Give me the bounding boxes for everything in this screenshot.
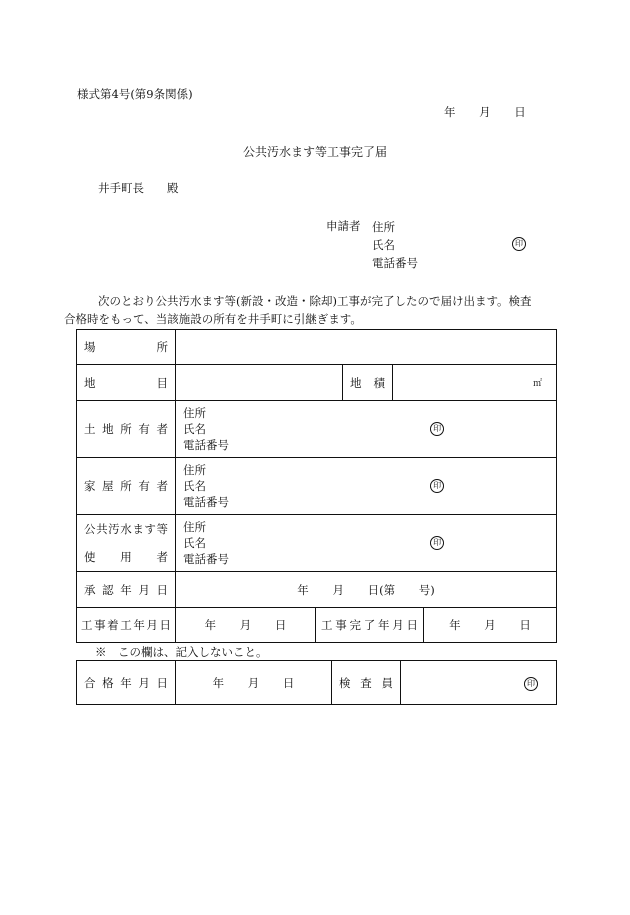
house-owner-name-label: 氏名 xyxy=(183,479,206,493)
location-label: 場所 xyxy=(77,330,176,365)
house-owner-seal-icon: 印 xyxy=(430,479,444,493)
house-owner-phone-label: 電話番号 xyxy=(183,495,229,509)
user-name-label: 氏名 xyxy=(183,536,206,550)
approval-date-field[interactable]: 年 月 日(第 号) xyxy=(176,572,557,608)
land-owner-label: 土地所有者 xyxy=(77,401,176,458)
form-number: 様式第4号(第9条関係) xyxy=(77,87,193,101)
land-owner-address-label: 住所 xyxy=(183,406,206,420)
land-category-label: 地目 xyxy=(77,365,176,401)
pass-date-field[interactable]: 年 月 日 xyxy=(176,661,332,705)
user-phone-label: 電話番号 xyxy=(183,552,229,566)
user-seal-icon: 印 xyxy=(430,536,444,550)
land-owner-name-label: 氏名 xyxy=(183,422,206,436)
user-label-line1: 公共汚水ます等 xyxy=(84,522,168,536)
area-unit: ㎡ xyxy=(533,379,543,389)
completion-table xyxy=(76,329,557,643)
applicant-address-label: 住所 xyxy=(372,220,395,234)
inspector-field[interactable] xyxy=(401,661,557,705)
user-label-line2: 使用者 xyxy=(84,550,168,564)
start-date-field[interactable]: 年 月 日 xyxy=(176,608,316,643)
completion-date-label: 工事完了年月日 xyxy=(316,608,424,643)
applicant-seal-icon: 印 xyxy=(512,235,526,251)
submission-date: 年 月 日 xyxy=(444,105,526,119)
location-field[interactable] xyxy=(176,330,557,365)
user-field[interactable] xyxy=(176,515,557,572)
land-owner-field[interactable] xyxy=(176,401,557,458)
applicant-name-label: 氏名 xyxy=(372,238,395,252)
inspector-label: 検査員 xyxy=(332,661,401,705)
office-use-note: ※ この欄は、記入しないこと。 xyxy=(95,645,268,659)
inspection-table xyxy=(76,660,557,705)
pass-date-label: 合格年月日 xyxy=(77,661,176,705)
house-owner-field[interactable] xyxy=(176,458,557,515)
inspector-seal-icon: 印 xyxy=(524,677,538,691)
area-field[interactable] xyxy=(393,365,557,401)
house-owner-address-label: 住所 xyxy=(183,463,206,477)
land-category-field[interactable] xyxy=(176,365,343,401)
applicant-phone-label: 電話番号 xyxy=(372,256,418,270)
applicant-label: 申請者 xyxy=(326,219,361,233)
approval-date-label: 承認年月日 xyxy=(77,572,176,608)
house-owner-label: 家屋所有者 xyxy=(77,458,176,515)
completion-date-field[interactable]: 年 月 日 xyxy=(424,608,557,643)
land-owner-phone-label: 電話番号 xyxy=(183,438,229,452)
start-date-label: 工事着工年月日 xyxy=(77,608,176,643)
user-label xyxy=(77,515,176,572)
user-address-label: 住所 xyxy=(183,520,206,534)
land-owner-seal-icon: 印 xyxy=(430,422,444,436)
area-label: 地積 xyxy=(343,365,393,401)
body-text-line1: 次のとおり公共汚水ます等(新設・改造・除却)工事が完了したので届け出ます。検査 xyxy=(98,294,532,308)
body-text-line2: 合格時をもって、当該施設の所有を井手町に引継ぎます。 xyxy=(64,312,362,326)
document-title: 公共汚水ます等工事完了届 xyxy=(242,145,387,159)
addressee: 井手町長 殿 xyxy=(98,181,179,195)
applicant-fields xyxy=(372,218,418,272)
